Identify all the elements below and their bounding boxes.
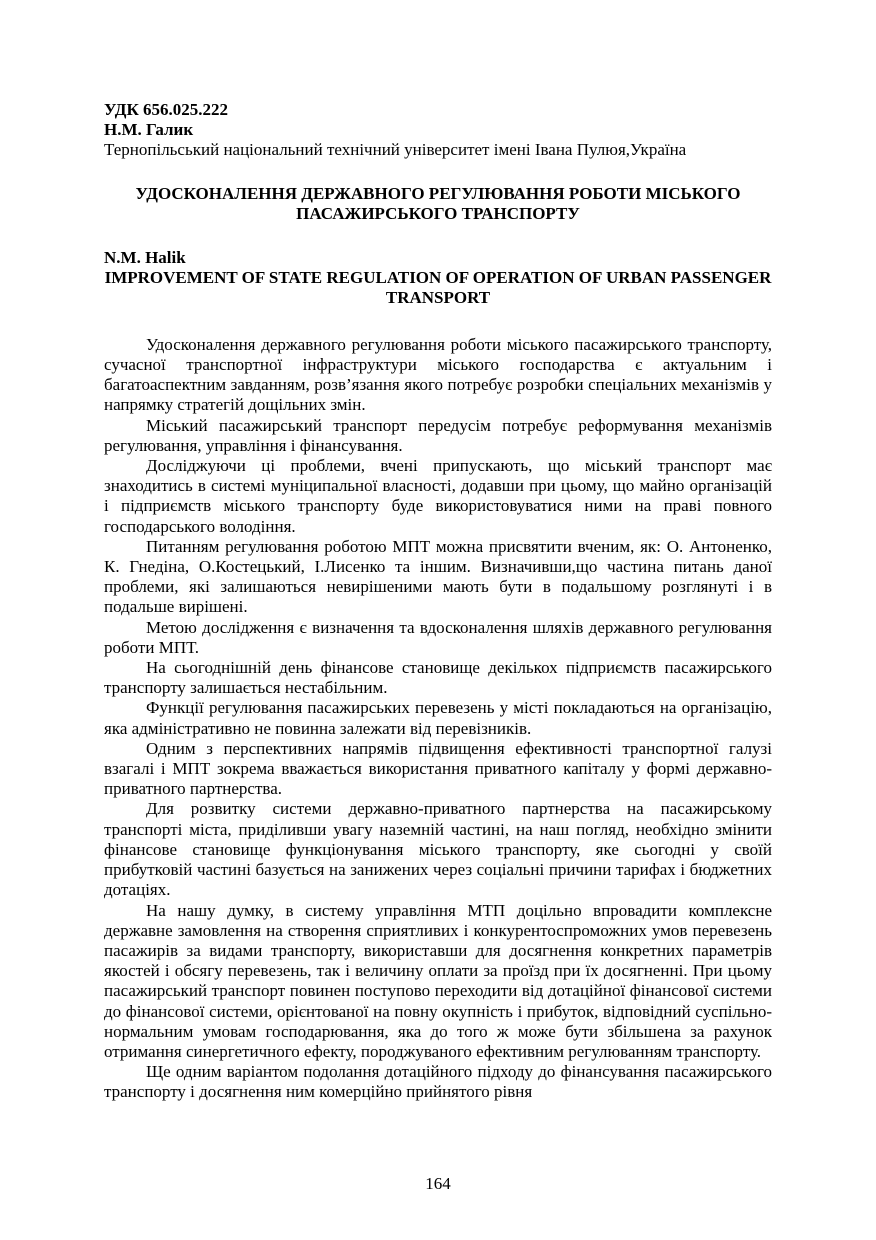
page-number: 164 [425, 1174, 451, 1193]
paragraph: Одним з перспективних напрямів підвищення ефективності транспортної галузі взагалі і МПТ зокрема вважається використання приватного капіталу у формі державно-приватного партнерства. [104, 738, 772, 799]
title-en: IMPROVEMENT OF STATE REGULATION OF OPERATION OF URBAN PASSENGER TRANSPORT [104, 267, 772, 308]
udc-code: УДК 656.025.222 [104, 100, 229, 119]
paragraph: На сьогоднішній день фінансове становище декількох підприємств пасажирського транспорту залишається нестабільним. [104, 658, 772, 698]
paragraph: Функції регулювання пасажирських перевезень у місті покладаються на організацію, яка адміністративно не повинна залежати від перевізників. [104, 698, 772, 738]
paragraph: Метою дослідження є визначення та вдосконалення шляхів державного регулювання роботи МПТ. [104, 617, 772, 657]
body-text [104, 335, 772, 1103]
paragraph: Питанням регулювання роботою МПТ можна присвятити вченим, як: О. Антоненко, К. Гнедіна, О.Костецький, І.Лисенко та іншим. Визначивши,що частина питань даної проблеми, які залишаються невирішеними мають бути в подальшому розглянуті і в подальше вирішені. [104, 536, 772, 617]
title-ua: УДОСКОНАЛЕННЯ ДЕРЖАВНОГО РЕГУЛЮВАННЯ РОБОТИ МІСЬКОГО ПАСАЖИРСЬКОГО ТРАНСПОРТУ [135, 183, 741, 224]
paragraph: Для розвитку системи державно-приватного партнерства на пасажирському транспорті міста, приділивши увагу наземній частині, на наш погляд, необхідно змінити фінансове становище функціонування міського транспорту, яке сьогодні у своїй прибутковій частині базується на занижених через соціальні причини тарифах і бюджетних дотаціях. [104, 799, 772, 900]
paragraph: Досліджуючи ці проблеми, вчені припускають, що міський транспорт має знаходитись в системі муніципальної власності, додавши при цьому, що майно організацій і підприємств міського транспорту буде використовуватися ними на праві повного господарського володіння. [104, 456, 772, 536]
paragraph: Ще одним варіантом подолання дотаційного підходу до фінансування пасажирського транспорту і досягнення ним комерційно прийнятого рівня [104, 1062, 772, 1102]
author-en: N.M. Halik [104, 247, 186, 267]
author-ua: Н.М. Галик [104, 120, 194, 140]
affiliation: Тернопільський національний технічний університет імені Івана Пулюя,Україна [104, 140, 687, 160]
document-page [104, 100, 772, 1103]
paragraph: Міський пасажирський транспорт передусім потребує реформування механізмів регулювання, управління і фінансування. [104, 415, 772, 455]
paragraph: На нашу думку, в систему управління МТП доцільно впровадити комплексне державне замовлення на створення сприятливих і конкурентоспроможних умов перевезень пасажирів за видами транспорту, використавши для досягнення конкретних параметрів якостей і обсягу перевезень, так і величину оплати за проїзд при їх досягненні. При цьому пасажирський транспорт повинен поступово переходити від дотаційної фінансової системи до фінансової системи, орієнтованої на повну окупність і прибуток, відповідний суспільно-нормальним умовам господарювання, яка до того ж може бути збільшена за рахунок отримання синергетичного ефекту, породжуваного ефективним регулюванням транспорту. [104, 900, 772, 1061]
paragraph: Удосконалення державного регулювання роботи міського пасажирського транспорту, сучасної транспортної інфраструктури міського господарства є актуальним і багатоаспектним завданням, розв’язання якого потребує розробки спеціальних механізмів у напрямку стратегій дощільних змін. [104, 334, 772, 415]
